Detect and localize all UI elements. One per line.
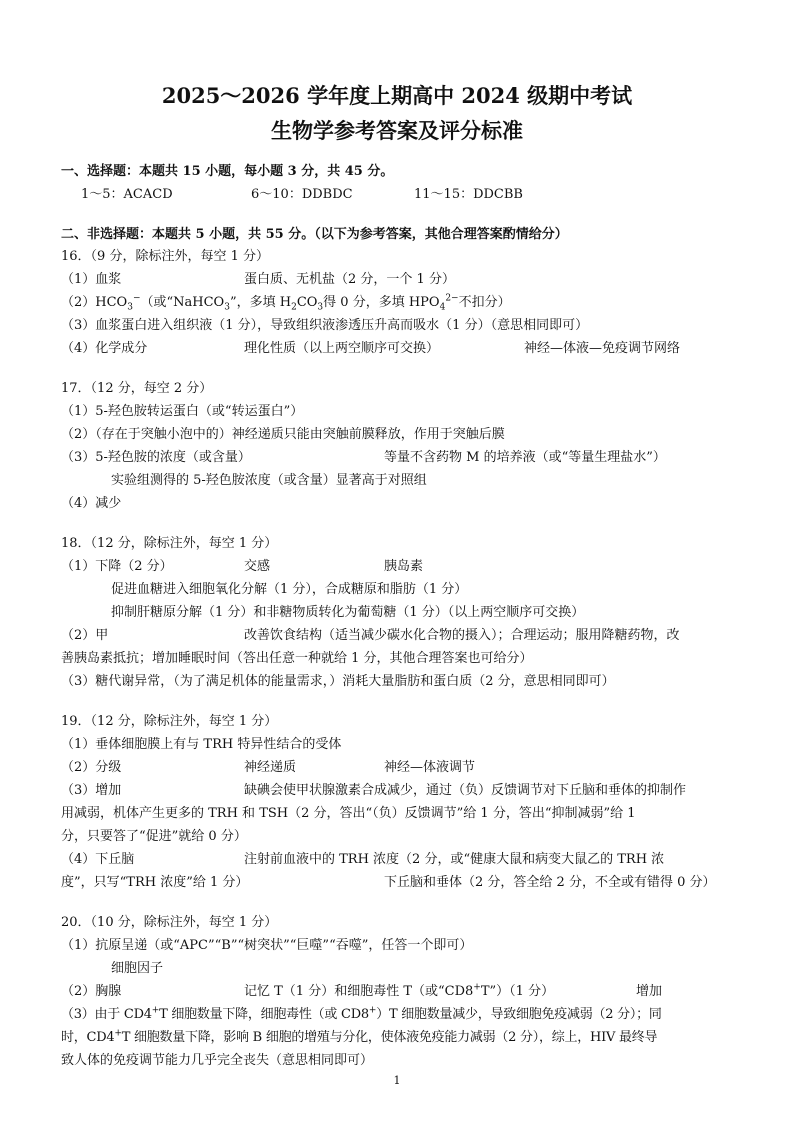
q18-line2: 促进血糖进入细胞氧化分解（1 分），合成糖原和脂肪（1 分） (111, 582, 468, 597)
q20-line4: （3）由于 CD4+T 细胞数量下降，细胞毒性（或 CD8+）T 细胞数量减少，导致细胞免疫减弱（2 分）；同 (61, 1005, 662, 1022)
q20-line3a: （2）胸腺 (61, 984, 122, 999)
q18-line1b: 交感 (244, 559, 271, 574)
q20-line3d: 增加 (636, 984, 663, 999)
q17-line1: （1）5-羟色胺转运蛋白（或“转运蛋白”） (61, 404, 304, 419)
part1-heading: 一、选择题：本题共 15 小题，每小题 3 分，共 45 分。 (61, 164, 394, 179)
q16-line4a: （4）化学成分 (61, 341, 148, 356)
page-title: 2025～2026 学年度上期高中 2024 级期中考试 (161, 83, 633, 108)
q16-line3: （3）血浆蛋白进入组织液（1 分），导致组织液渗透压升高而吸水（1 分）（意思相同即可） (61, 318, 589, 333)
q16-line4c: 神经—体液—免疫调节网络 (524, 341, 681, 356)
q17-line4: （4）减少 (61, 496, 122, 511)
q19-heading: 19．（12 分，除标注外，每空 1 分） (61, 714, 278, 729)
q19-line7a: 度”，只写“TRH 浓度”给 1 分） (61, 875, 249, 890)
q18-line4b: 改善饮食结构（适当减少碳水化合物的摄入）；合理运动；服用降糖药物，改 (244, 628, 680, 643)
q16-line1a: （1）血浆 (61, 272, 122, 287)
answer-6-10: 6～10：DDBDC (251, 187, 353, 202)
q20-heading: 20．（10 分，除标注外，每空 1 分） (61, 915, 278, 930)
q16-heading: 16．（9 分，除标注外，每空 1 分） (61, 249, 269, 264)
part2-heading: 二、非选择题：本题共 5 小题，共 55 分。（以下为参考答案，其他合理答案酌情给分） (61, 227, 568, 242)
page-number: 1 (393, 1074, 401, 1087)
q18-line6: （3）糖代谢异常，（为了满足机体的能量需求，）消耗大量脂肪和蛋白质（2 分，意思相同即可） (61, 674, 615, 689)
q17-line3c: 实验组测得的 5-羟色胺浓度（或含量）显著高于对照组 (111, 473, 427, 488)
q18-line4a: （2）甲 (61, 628, 109, 643)
q20-line3b: 记忆 T（1 分）和细胞毒性 T（或“CD8+T”）（1 分） (244, 982, 555, 999)
answer-11-15: 11～15：DDCBB (414, 187, 523, 202)
q18-line5: 善胰岛素抵抗；增加睡眠时间（答出任意一种就给 1 分，其他合理答案也可给分） (61, 651, 533, 666)
q16-line1b: 蛋白质、无机盐（2 分，一个 1 分） (244, 272, 455, 287)
q19-line2c: 神经—体液调节 (384, 760, 476, 775)
q19-line2a: （2）分级 (61, 760, 122, 775)
q18-heading: 18．（12 分，除标注外，每空 1 分） (61, 536, 278, 551)
q19-line3b: 缺碘会使甲状腺激素合成减少，通过（负）反馈调节对下丘脑和垂体的抑制作 (244, 783, 687, 798)
q18-line3: 抑制肝糖原分解（1 分）和非糖物质转化为葡萄糖（1 分）（以上两空顺序可交换） (111, 605, 585, 620)
q20-line1: （1）抗原呈递（或“APC”“B”“树突状”“巨噬”“吞噬”，任答一个即可） (61, 938, 473, 953)
q19-line6b: 注射前血液中的 TRH 浓度（2 分，或“健康大鼠和病变大鼠乙的 TRH 浓 (244, 852, 665, 867)
q20-line2: 细胞因子 (111, 961, 164, 976)
q17-line3a: （3）5-羟色胺的浓度（或含量） (61, 450, 251, 465)
q20-line6: 致人体的免疫调节能力几乎完全丧失（意思相同即可） (61, 1053, 374, 1068)
q17-line3b: 等量不含药物 M 的培养液（或“等量生理盐水”） (384, 450, 666, 465)
q19-line2b: 神经递质 (244, 760, 297, 775)
q19-line5: 分，只要答了“促进”就给 0 分） (61, 829, 247, 844)
answer-1-5: 1～5：ACACD (81, 187, 173, 202)
q19-line3a: （3）增加 (61, 783, 122, 798)
q16-line4b: 理化性质（以上两空顺序可交换） (244, 341, 440, 356)
q16-line2: $(2)HCO_3^-$（或“NaHCO$_3$”，多填 $H_2CO_3$得 0 分，多填 $HPO_4^{2-}$不扣分） (61, 293, 511, 313)
q18-line1a: （1）下降（2 分） (61, 559, 173, 574)
q19-line7b: 下丘脑和垂体（2 分，答全给 2 分，不全或有错得 0 分） (384, 875, 716, 890)
q19-line1: （1）垂体细胞膜上有与 TRH 特异性结合的受体 (61, 737, 342, 752)
q19-line4: 用减弱，机体产生更多的 TRH 和 TSH（2 分，答出“（负）反馈调节”给 1 分，答出“抑制减弱”给 1 (61, 806, 636, 821)
q17-line2: （2）（存在于突触小泡中的）神经递质只能由突触前膜释放，作用于突触后膜 (61, 427, 505, 442)
q17-heading: 17．（12 分，每空 2 分） (61, 381, 213, 396)
q18-line1c: 胰岛素 (384, 559, 424, 574)
q20-line5: 时，CD4+T 细胞数量下降，影响 B 细胞的增殖与分化，使体液免疫能力减弱（2 分），综上，HIV 最终导 (61, 1028, 658, 1045)
page-subtitle: 生物学参考答案及评分标准 (271, 118, 523, 143)
q19-line6a: （4）下丘脑 (61, 852, 135, 867)
